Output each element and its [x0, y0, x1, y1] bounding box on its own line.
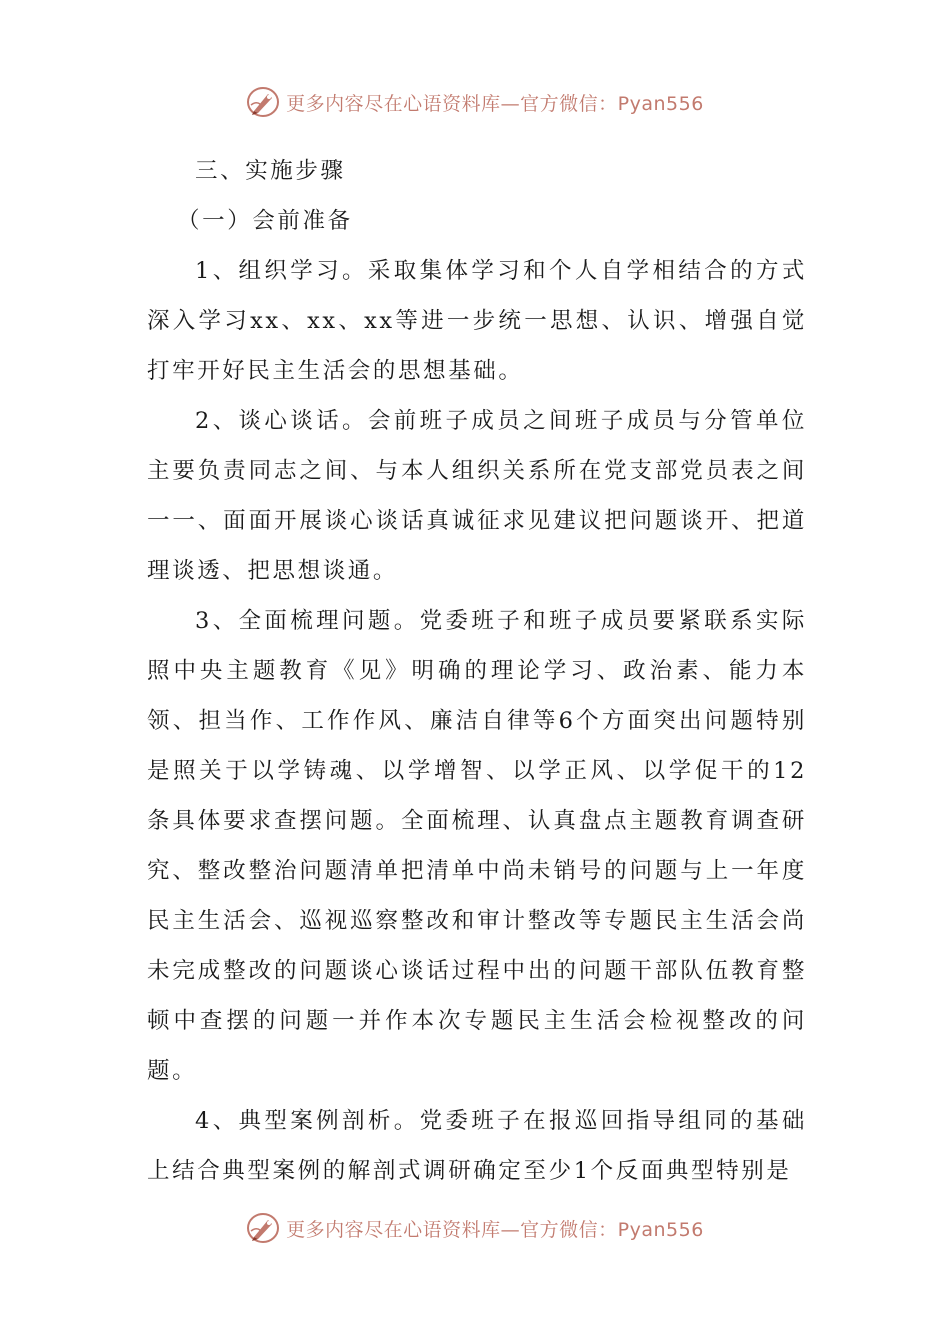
paragraph: 1、组织学习。采取集体学习和个人自学相结合的方式深入学习xx、xx、xx等进一步统一思想、认识、增强自觉打牢开好民主生活会的思想基础。	[147, 258, 807, 384]
section-title: 三、实施步骤	[195, 158, 346, 184]
footer-banner	[0, 1208, 950, 1248]
paragraph: 3、全面梳理问题。党委班子和班子成员要紧联系实际照中央主题教育《见》明确的理论学习、政治素、能力本领、担当作、工作作风、廉洁自律等6个方面突出问题特别是照关于以学铸魂、以学增智、以学正风、以学促干的12条具体要求查摆问题。全面梳理、认真盘点主题教育调查研究、整改整治问题清单把清单中尚未销号的问题与上一年度民主生活会、巡视巡察整改和审计整改等专题民主生活会尚未完成整改的问题谈心谈话过程中出的问题干部队伍教育整顿中查摆的问题一并作本次专题民主生活会检视整改的问题。	[147, 608, 807, 1084]
paragraph: 4、典型案例剖析。党委班子在报巡回指导组同的基础上结合典型案例的解剖式调研确定至少1个反面典型特别是	[147, 1108, 807, 1184]
pen-nib-icon	[246, 85, 280, 119]
banner-text: 更多内容尽在心语资料库—官方微信：Pyan556	[286, 92, 704, 115]
document-body	[147, 146, 807, 1196]
pen-nib-icon	[246, 1211, 280, 1245]
banner-text: 更多内容尽在心语资料库—官方微信：Pyan556	[286, 1218, 704, 1241]
paragraph: 2、谈心谈话。会前班子成员之间班子成员与分管单位主要负责同志之间、与本人组织关系所在党支部党员表之间一一、面面开展谈心谈话真诚征求见建议把问题谈开、把道理谈透、把思想谈通。	[147, 408, 807, 584]
subsection-title: （一）会前准备	[177, 208, 353, 234]
header-banner	[0, 82, 950, 122]
